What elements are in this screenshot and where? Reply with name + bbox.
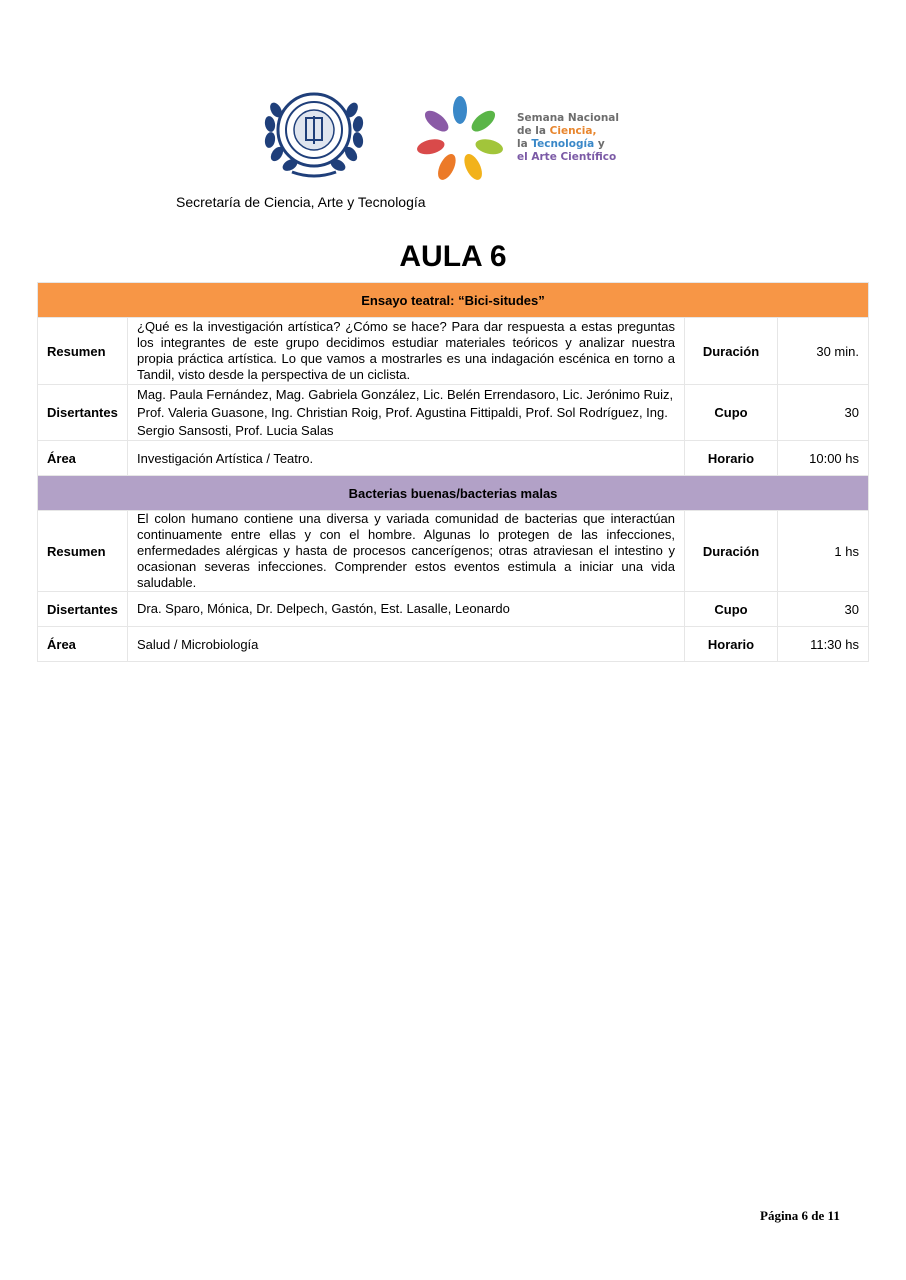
resumen-row (38, 511, 869, 592)
resumen-label: Resumen (38, 511, 128, 592)
semana-nacional-logo (414, 94, 634, 186)
disertantes-label: Disertantes (38, 592, 128, 627)
session-title: Ensayo teatral: “Bici-situdes” (38, 283, 869, 318)
session-header-row (38, 283, 869, 318)
secretaria-label: Secretaría de Ciencia, Arte y Tecnología (176, 194, 426, 210)
duracion-value: 1 hs (778, 511, 869, 592)
resumen-text: ¿Qué es la investigación artística? ¿Cómo se hace? Para dar respuesta a estas preguntas los integrantes de este grupo decidimos estudiar materiales teóricos y analizar nuestra propia práctica artística. Lo que vamos a mostrarles es una indagación escénica en torno a Tandil, visto desde la perspectiva de un ciclista. (128, 318, 685, 385)
area-row (38, 627, 869, 662)
disertantes-text: Dra. Sparo, Mónica, Dr. Delpech, Gastón, Est. Lasalle, Leonardo (128, 592, 685, 627)
session-header-row (38, 476, 869, 511)
schedule-table (37, 282, 869, 662)
horario-value: 11:30 hs (778, 627, 869, 662)
university-seal-logo (262, 88, 366, 178)
horario-label: Horario (685, 441, 778, 476)
resumen-text: El colon humano contiene una diversa y variada comunidad de bacterias que interactúan continuamente entre ellas y con el hombre. Algunas lo protegen de las infecciones, enfermedades alérgicas y hasta de procesos cancerígenos; otras atraviesan el intestino y ocasionan severas infecciones. Comprender estos eventos estimula a iniciar una vida saludable. (128, 511, 685, 592)
resumen-row (38, 318, 869, 385)
resumen-label: Resumen (38, 318, 128, 385)
area-text: Investigación Artística / Teatro. (128, 441, 685, 476)
session-title: Bacterias buenas/bacterias malas (38, 476, 869, 511)
semana-nacional-wordmark: Semana Nacional de la Ciencia, la Tecnología y el Arte Científico (517, 112, 619, 163)
area-label: Área (38, 441, 128, 476)
area-label: Área (38, 627, 128, 662)
area-text: Salud / Microbiología (128, 627, 685, 662)
page-number: Página 6 de 11 (760, 1208, 840, 1223)
horario-label: Horario (685, 627, 778, 662)
disertantes-row (38, 592, 869, 627)
horario-value: 10:00 hs (778, 441, 869, 476)
cupo-value: 30 (778, 592, 869, 627)
header-logos (0, 0, 906, 200)
duracion-label: Duración (685, 511, 778, 592)
disertantes-row (38, 385, 869, 441)
disertantes-label: Disertantes (38, 385, 128, 441)
page-title: AULA 6 (399, 240, 507, 273)
disertantes-text: Mag. Paula Fernández, Mag. Gabriela González, Lic. Belén Errendasoro, Lic. Jerónimo Ruiz, Prof. Valeria Guasone, Ing. Christian Roig, Prof. Agustina Fittipaldi, Prof. Sol Rodríguez, Ing. Sergio Sansosti, Prof. Lucia Salas (128, 385, 685, 441)
cupo-label: Cupo (685, 385, 778, 441)
duracion-label: Duración (685, 318, 778, 385)
cupo-value: 30 (778, 385, 869, 441)
duracion-value: 30 min. (778, 318, 869, 385)
area-row (38, 441, 869, 476)
cupo-label: Cupo (685, 592, 778, 627)
